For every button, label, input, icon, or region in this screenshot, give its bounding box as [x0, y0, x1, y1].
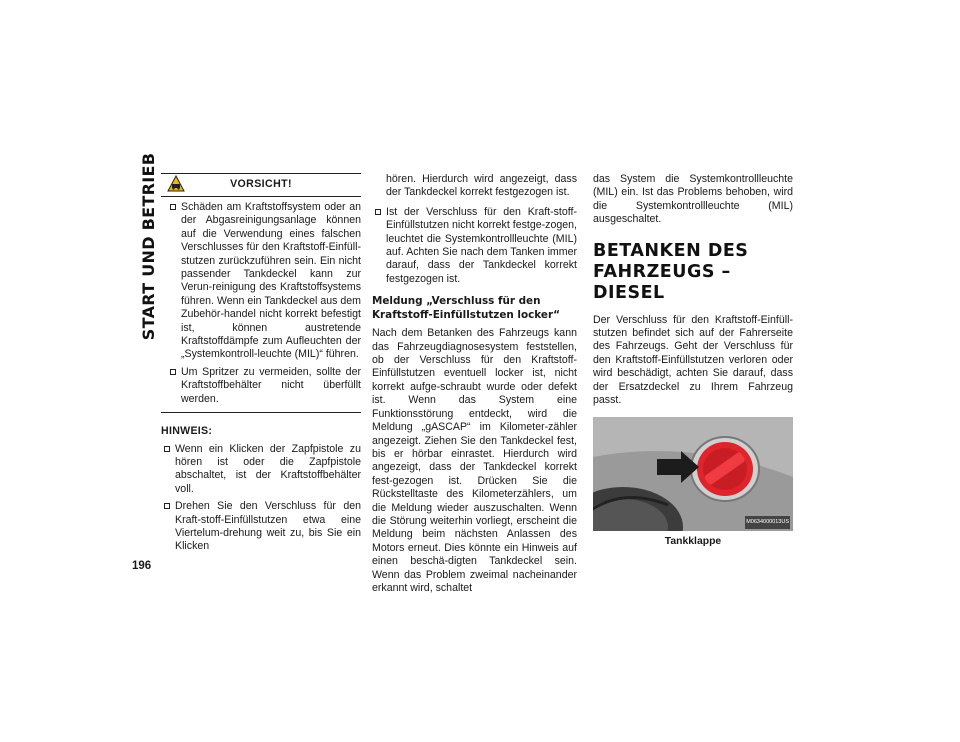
diesel-heading-line-1: BETANKEN DES [593, 240, 749, 261]
column-1 [161, 173, 361, 554]
note-item-text: Wenn ein Klicken der Zapfpistole zu hören ist oder die Zapfpistole abschaltet, ist der Kraftstoffbehälter voll. [175, 442, 361, 495]
note-heading: HINWEIS: [161, 425, 213, 438]
diesel-body: Der Verschluss für den Kraftstoff-Einfüll-stutzen befindet sich auf der Fahrerseite des Fahrzeugs. Geht der Verschluss für den Kraftstoff-Einfüllstutzen verloren oder wird beschädigt, achten Sie darauf, dass der Ersatzdeckel zu Ihrem Fahrzeug passt. [593, 313, 793, 407]
section-tab [137, 152, 161, 340]
column-3 [593, 173, 793, 549]
figure-code: M0634000013US [745, 516, 790, 529]
caution-triangle-icon [167, 175, 185, 192]
note-item [161, 443, 361, 497]
note-item [372, 206, 577, 286]
bullet-square-icon [170, 369, 176, 375]
caution-box [161, 173, 361, 413]
section-tab-label: START UND BETRIEB [139, 152, 159, 340]
caution-item [167, 201, 361, 362]
bullet-square-icon [164, 503, 170, 509]
figure-caption: Tankklappe [664, 536, 722, 548]
note-item-text: Ist der Verschluss für den Kraft-stoff-Einfüllstutzen nicht korrekt festge-zogen, leuchtet die Systemkontrollleuchte (MIL) auf. Achten Sie nach dem Tanken immer darauf, dass der Tankdeckel korrekt festgezogen ist. [386, 205, 577, 285]
caution-header [161, 174, 361, 197]
gascap-message-body: Nach dem Betanken des Fahrzeugs kann das Fahrzeugdiagnosesystem feststellen, ob der Verschluss für den Kraftstoff-Einfüllstutzen eventuell locker ist, nicht korrekt aufge-schraubt wurde oder defekt ist. Wenn das System eine Funktionsstörung entdeckt, wird die Meldung „gASCAP“ im Kilometer-zähler angezeigt. Ziehen Sie den Tankdeckel fest, bis er hörbar einrastet. Hierdurch wird angezeigt, dass der Tankdeckel korrekt fest-gezogen ist. Drücken Sie die Rückstelltaste des Kilometerzählers, um die Meldung wieder auszuschalten. Wenn die Störung weiterhin vorliegt, erscheint die Meldung beim nächsten Anlassen des Motors erneut. Dies könnte ein Hinweis auf einen beschä-digten Tankdeckel sein. Wenn das Problem zweimal nacheinander erkannt wird, schaltet [372, 327, 577, 594]
fuel-door-image [593, 417, 793, 531]
bullet-square-icon [375, 209, 381, 215]
bullet-square-icon [164, 446, 170, 452]
page-number: 196 [132, 560, 152, 572]
diesel-heading-line-2: FAHRZEUGS – DIESEL [593, 261, 731, 303]
caution-item-text: Schäden am Kraftstoffsystem oder an der Abgasreinigungsanlage können auf die Verwendung eines falschen Verschlusses für den Kraftstoff-Einfüll-stutzen zurückzuführen sein. Ein nicht passender Tankdeckel kann zur Verun-reinigung des Kraftstoffsystems führen. Wenn ein Tankdeckel aus dem Zubehör-handel nicht korrekt befestigt ist, können austretende Kraftstoffdämpfe zum Aufleuchten der „Systemkontroll-leuchte (MIL)“ führen. [181, 201, 361, 361]
caution-title: VORSICHT! [230, 178, 292, 191]
note-item-text: Drehen Sie den Verschluss für den Kraft-stoff-Einfüllstutzen etwa eine Viertelum-drehung weit zu, bis Sie ein Klicken [175, 500, 361, 553]
bullet-square-icon [170, 204, 176, 210]
gascap-message-heading: Meldung „Verschluss für den Kraftstoff-Einfüllstutzen locker“ [372, 295, 560, 322]
gascap-message-continuation: das System die Systemkontrollleuchte (MIL) ein. Ist das Problems behoben, wird die Systemkontrollleuchte (MIL) ausgeschaltet. [593, 173, 793, 226]
column-2 [372, 173, 577, 595]
caution-item [167, 366, 361, 406]
diesel-section-heading [593, 241, 793, 304]
fuel-door-figure [593, 417, 793, 531]
note-item-continuation: hören. Hierdurch wird angezeigt, dass der Tankdeckel korrekt festgezogen ist. [386, 173, 577, 199]
caution-item-text: Um Spritzer zu vermeiden, sollte der Kraftstoffbehälter nicht überfüllt werden. [181, 365, 361, 405]
note-item [161, 500, 361, 554]
